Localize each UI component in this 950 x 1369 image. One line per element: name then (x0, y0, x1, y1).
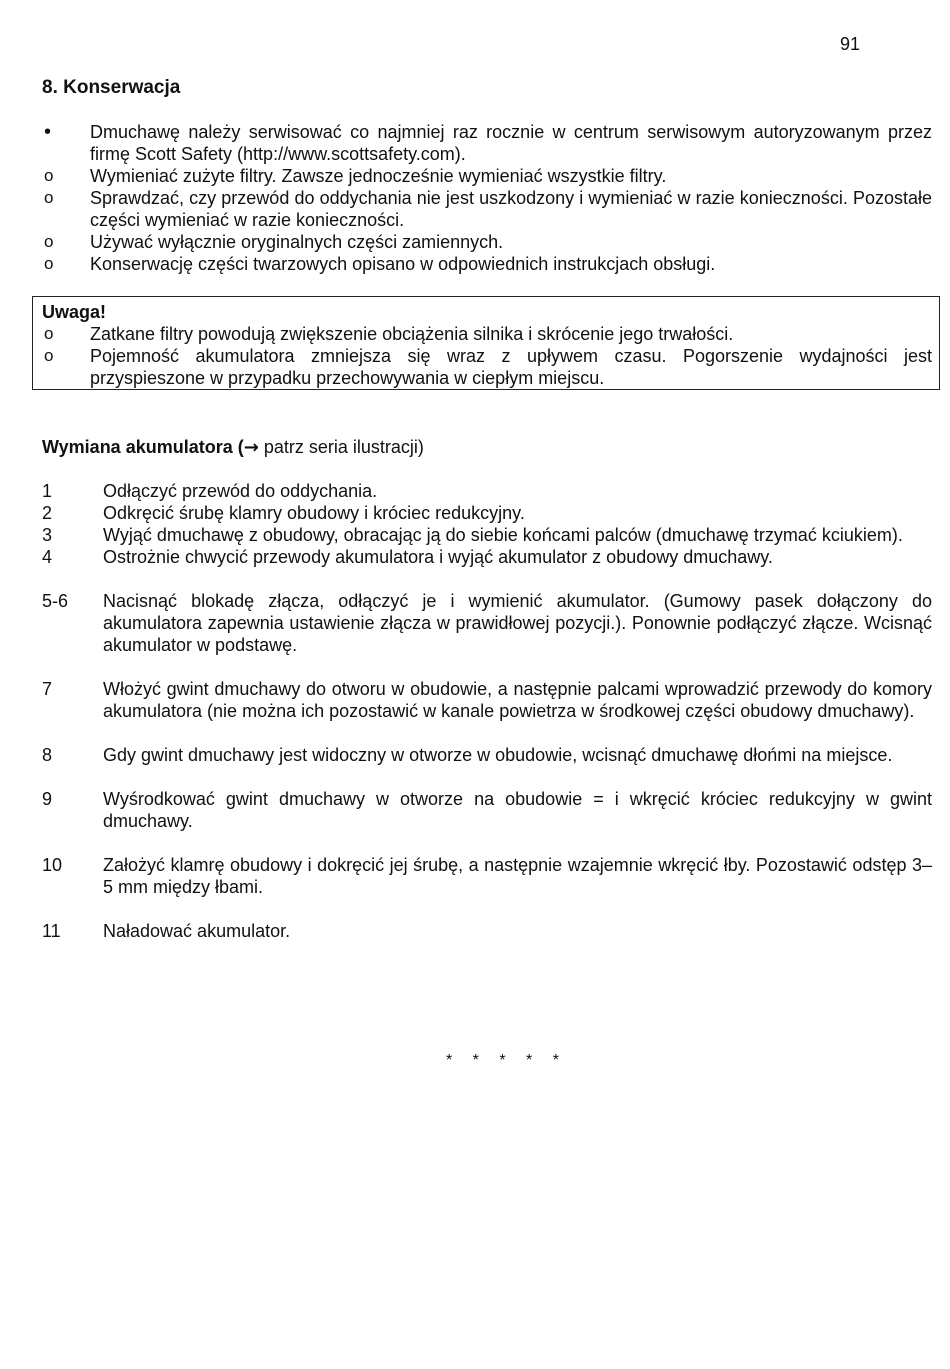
step-item (42, 480, 932, 502)
maintenance-item (42, 187, 932, 231)
battery-replacement-heading (42, 436, 424, 459)
maintenance-item-text: Używać wyłącznie oryginalnych części zamiennych. (90, 232, 504, 252)
step-number: 2 (42, 503, 53, 523)
circle-marker: o (44, 232, 54, 251)
circle-marker: o (44, 166, 54, 185)
warning-item-text: Zatkane filtry powodują zwiększenie obciążenia silnika i skrócenie jego trwałości. (90, 324, 734, 344)
warning-item (42, 323, 932, 345)
maintenance-item (42, 253, 932, 275)
step-text: Ostrożnie chwycić przewody akumulatora i wyjąć akumulator z obudowy dmuchawy. (103, 547, 773, 567)
step-number: 10 (42, 855, 63, 875)
step-text: Wyśrodkować gwint dmuchawy w otworze na obudowie = i wkręcić króciec redukcyjny w gwint dmuchawy. (103, 789, 932, 831)
step-number: 9 (42, 789, 53, 809)
warning-item-text: Pojemność akumulatora zmniejsza się wraz z upływem czasu. Pogorszenie wydajności jest przyspieszone w przypadku przechowywania w ciepłym miejscu. (90, 346, 932, 388)
battery-title: Wymiana akumulatora (42, 437, 233, 457)
step-item (42, 590, 932, 656)
step-text: Odłączyć przewód do oddychania. (103, 481, 378, 501)
step-text: Założyć klamrę obudowy i dokręcić jej śrubę, a następnie wzajemnie wkręcić łby. Pozostawić odstęp 3–5 mm między łbami. (103, 855, 932, 897)
warning-note-box (32, 296, 940, 390)
step-text: Nacisnąć blokadę złącza, odłączyć je i wymienić akumulator. (Gumowy pasek dołączony do akumulatora zapewnia ustawienie złącza w prawidłowej pozycji.). Ponownie podłączyć złącze. Wcisnąć akumulator w podstawę. (103, 591, 932, 655)
warning-list (42, 323, 932, 389)
step-item (42, 788, 932, 832)
step-number: 1 (42, 481, 53, 501)
arrow-right-icon: → (243, 437, 259, 458)
step-number: 8 (42, 745, 53, 765)
warning-item (42, 345, 932, 389)
page-number: 91 (840, 34, 861, 54)
step-text: Odkręcić śrubę klamry obudowy i króciec redukcyjny. (103, 503, 525, 523)
step-item (42, 524, 932, 546)
circle-marker: o (44, 188, 54, 207)
step-number: 7 (42, 679, 53, 699)
maintenance-item-text: Dmuchawę należy serwisować co najmniej raz rocznie w centrum serwisowym autoryzowanym przez firmę Scott Safety (http://www.scottsafety.com). (90, 122, 932, 164)
circle-marker: o (44, 254, 54, 273)
maintenance-list (42, 121, 932, 275)
step-item (42, 744, 932, 766)
section-title: 8. Konserwacja (42, 77, 181, 98)
maintenance-item (42, 121, 932, 165)
step-item (42, 920, 932, 942)
maintenance-item (42, 231, 932, 253)
maintenance-item-text: Wymieniać zużyte filtry. Zawsze jednocześnie wymieniać wszystkie filtry. (90, 166, 667, 186)
bullet-marker: • (44, 121, 52, 143)
end-of-section-stars: * * * * * (446, 1052, 567, 1069)
battery-steps-list (42, 480, 932, 964)
step-number: 5-6 (42, 591, 69, 611)
step-number: 3 (42, 525, 53, 545)
step-text: Włożyć gwint dmuchawy do otworu w obudowie, a następnie palcami wprowadzić przewody do komory akumulatora (nie można ich pozostawić w kanale powietrza w środkowej części obudowy dmuchawy). (103, 679, 932, 721)
circle-marker: o (44, 346, 54, 365)
step-item (42, 854, 932, 898)
step-text: Gdy gwint dmuchawy jest widoczny w otworze w obudowie, wcisnąć dmuchawę dłońmi na miejsce. (103, 745, 893, 765)
step-item (42, 546, 932, 568)
step-text: Naładować akumulator. (103, 921, 291, 941)
maintenance-item (42, 165, 932, 187)
circle-marker: o (44, 324, 54, 343)
step-item (42, 502, 932, 524)
step-item (42, 678, 932, 722)
step-text: Wyjąć dmuchawę z obudowy, obracając ją do siebie końcami palców (dmuchawę trzymać kciukiem). (103, 525, 903, 545)
battery-title-note: patrz seria ilustracji) (258, 437, 424, 457)
step-number: 11 (42, 921, 61, 941)
warning-title: Uwaga! (42, 302, 107, 322)
maintenance-item-text: Konserwację części twarzowych opisano w odpowiednich instrukcjach obsługi. (90, 254, 716, 274)
battery-title-paren: ( (237, 437, 244, 457)
step-number: 4 (42, 547, 53, 567)
maintenance-item-text: Sprawdzać, czy przewód do oddychania nie jest uszkodzony i wymieniać w razie konieczności. Pozostałe części wymieniać w razie konieczności. (90, 188, 932, 230)
